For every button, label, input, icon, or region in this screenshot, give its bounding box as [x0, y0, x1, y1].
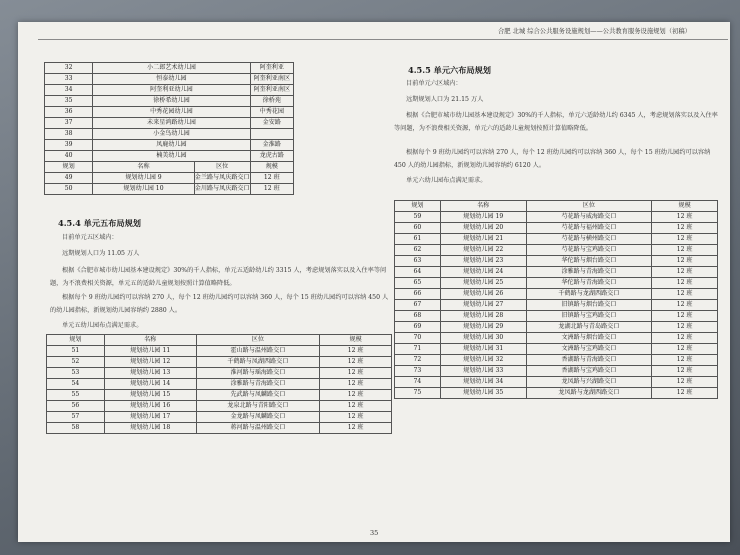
table-cell: 52 — [47, 357, 105, 368]
table-row — [45, 96, 294, 107]
section-454-p4: 根据每个 9 班幼儿园约可以容纳 270 人，每个 12 班幼儿园约可以容纳 360 人，每个 15 班幼儿园约可以容纳 450 人的幼儿园指标，新规划幼儿园容纳约 2880 人。 — [50, 294, 389, 314]
section-455-p1: 目前单元六区域内： — [406, 80, 462, 87]
table-cell: 芍花路与威海路交口 — [526, 212, 652, 223]
table-cell: 75 — [395, 388, 441, 399]
table-cell: 12 班 — [652, 377, 718, 388]
section-455-p4: 根据每个 9 班幼儿园约可以容纳 270 人，每个 12 班幼儿园约可以容纳 360 人，每个 15 班幼儿园约可以容纳 450 人的幼儿园指标，新规划幼儿园容纳约 6120 人。 — [394, 149, 711, 169]
header-cell: 规模 — [250, 162, 293, 173]
section-455-p5: 单元六幼儿园布点满足需求。 — [406, 177, 487, 184]
table-cell: 12 班 — [320, 412, 392, 423]
cell-number: 35 — [45, 96, 93, 107]
table-cell: 12 班 — [652, 245, 718, 256]
table-row — [395, 278, 718, 289]
table-cell: 芍花路与福州路交口 — [526, 223, 652, 234]
table-cell: 规划幼儿园 25 — [440, 278, 526, 289]
table-unit6 — [394, 200, 718, 399]
table-cell: 规划幼儿园 35 — [440, 388, 526, 399]
header-cell: 区位 — [196, 335, 320, 346]
table-cell: 63 — [395, 256, 441, 267]
table-cell: 龙凤路与兴湖路交口 — [526, 377, 652, 388]
table-cell: 12 班 — [320, 379, 392, 390]
cell-number: 39 — [45, 140, 93, 151]
table-cell: 59 — [395, 212, 441, 223]
table-cell: 56 — [47, 401, 105, 412]
table-cell: 71 — [395, 344, 441, 355]
table-cell: 12 班 — [652, 212, 718, 223]
table-cell: 12 班 — [250, 184, 293, 195]
table-cell: 12 班 — [652, 300, 718, 311]
table-cell: 规划幼儿园 20 — [440, 223, 526, 234]
table-row — [395, 322, 718, 333]
table-cell: 65 — [395, 278, 441, 289]
table-cell: 12 班 — [652, 333, 718, 344]
cell-number: 37 — [45, 118, 93, 129]
cell-location: 徐桥苑 — [250, 96, 293, 107]
table-row — [45, 63, 294, 74]
table-row — [395, 267, 718, 278]
table-row — [45, 118, 294, 129]
table-cell: 华佗路与青海路交口 — [526, 278, 652, 289]
table-cell: 66 — [395, 289, 441, 300]
table-cell: 61 — [395, 234, 441, 245]
table-cell: 文洲路与宝鸡路交口 — [526, 344, 652, 355]
cell-number: 34 — [45, 85, 93, 96]
table-cell: 龙凤路与龙湖西路交口 — [526, 388, 652, 399]
table-row — [45, 140, 294, 151]
header-cell: 名称 — [440, 201, 526, 212]
table-cell: 12 班 — [320, 401, 392, 412]
table-cell: 规划幼儿园 23 — [440, 256, 526, 267]
cell-name: 小金鸟幼儿园 — [93, 129, 250, 140]
header-cell: 规划 — [395, 201, 441, 212]
table-cell: 69 — [395, 322, 441, 333]
page-number: 35 — [370, 529, 379, 537]
table-row — [45, 151, 294, 162]
section-454-title: 4.5.4 单元五布局规划 — [58, 218, 141, 228]
table-cell: 涂雅路与青海路交口 — [196, 379, 320, 390]
table-cell: 67 — [395, 300, 441, 311]
table-row — [395, 377, 718, 388]
table-cell: 规划幼儿园 34 — [440, 377, 526, 388]
table-cell: 74 — [395, 377, 441, 388]
header-rule — [38, 39, 728, 40]
table-cell: 54 — [47, 379, 105, 390]
header-cell: 规模 — [320, 335, 392, 346]
table-row — [395, 366, 718, 377]
cell-location — [250, 129, 293, 140]
table-cell: 芍花路与宝鸡路交口 — [526, 245, 652, 256]
table-cell: 金川路与凤庆路交口 — [194, 184, 250, 195]
table-cell: 12 班 — [320, 346, 392, 357]
cell-name: 恒泰幼儿园 — [93, 74, 250, 85]
table-cell: 12 班 — [320, 423, 392, 434]
section-455-p2: 远期规划人口为 21.15 万人 — [406, 96, 484, 103]
table-cell: 12 班 — [320, 357, 392, 368]
table-cell: 12 班 — [652, 311, 718, 322]
table-subheader — [45, 162, 294, 173]
table-cell: 12 班 — [652, 223, 718, 234]
table-cell: 龙泉北路与青阳路交口 — [196, 401, 320, 412]
table-row — [45, 107, 294, 118]
table-row — [395, 212, 718, 223]
table-cell: 涂雅路与青海路交口 — [526, 267, 652, 278]
table-cell: 12 班 — [652, 388, 718, 399]
table-row — [47, 346, 392, 357]
table-cell: 72 — [395, 355, 441, 366]
table-unit5 — [46, 334, 392, 434]
table-cell: 64 — [395, 267, 441, 278]
table-row — [47, 401, 392, 412]
table-cell: 73 — [395, 366, 441, 377]
header-cell: 规划 — [45, 162, 93, 173]
table-cell: 千鹤路与凤湖西路交口 — [196, 357, 320, 368]
table-row — [395, 300, 718, 311]
section-454-p2: 远期规划人口为 11.05 万人 — [62, 250, 140, 257]
table-cell: 规划幼儿园 32 — [440, 355, 526, 366]
section-454-p1: 目前单元五区域内： — [62, 234, 118, 241]
cell-name: 楠美幼儿园 — [93, 151, 250, 162]
table-cell: 规划幼儿园 30 — [440, 333, 526, 344]
table-cell: 51 — [47, 346, 105, 357]
table-cell: 规划幼儿园 16 — [104, 401, 196, 412]
table-cell: 62 — [395, 245, 441, 256]
cell-location: 金淮路 — [250, 140, 293, 151]
table-row — [395, 289, 718, 300]
table-cell: 文洲路与烟台路交口 — [526, 333, 652, 344]
table-cell: 12 班 — [320, 390, 392, 401]
table-cell: 规划幼儿园 17 — [104, 412, 196, 423]
header-cell: 区位 — [526, 201, 652, 212]
table-cell: 规划幼儿园 13 — [104, 368, 196, 379]
table-cell: 55 — [47, 390, 105, 401]
table-cell: 12 班 — [652, 267, 718, 278]
table-cell: 60 — [395, 223, 441, 234]
cell-location: 金安路 — [250, 118, 293, 129]
cell-location: 中秀花园 — [250, 107, 293, 118]
section-454-p5: 单元五幼儿园布点满足需求。 — [62, 322, 143, 329]
cell-name: 中秀花园幼儿园 — [93, 107, 250, 118]
table-row — [47, 412, 392, 423]
table-cell: 规划幼儿园 26 — [440, 289, 526, 300]
table-cell: 12 班 — [652, 366, 718, 377]
table-cell: 千鹤路与龙湖西路交口 — [526, 289, 652, 300]
cell-name: 徐桥希幼儿园 — [93, 96, 250, 107]
document-page — [18, 22, 730, 542]
table-top — [44, 62, 294, 195]
table-row — [47, 368, 392, 379]
table-row — [45, 173, 294, 184]
cell-location: 阿奎利亚南区 — [250, 85, 293, 96]
table-cell: 规划幼儿园 33 — [440, 366, 526, 377]
table-cell: 规划幼儿园 18 — [104, 423, 196, 434]
table-cell: 规划幼儿园 24 — [440, 267, 526, 278]
table-cell: 规划幼儿园 28 — [440, 311, 526, 322]
cell-number: 36 — [45, 107, 93, 118]
table-cell: 龙湖北路与青岛路交口 — [526, 322, 652, 333]
table-cell: 规划幼儿园 19 — [440, 212, 526, 223]
table-cell: 12 班 — [652, 289, 718, 300]
table-row — [395, 245, 718, 256]
cell-number: 32 — [45, 63, 93, 74]
section-455-title: 4.5.5 单元六布局规划 — [408, 65, 491, 75]
table-cell: 淮河路与瑶海路交口 — [196, 368, 320, 379]
table-cell: 旧镇路与宝鸡路交口 — [526, 311, 652, 322]
table-cell: 霍山路与温州路交口 — [196, 346, 320, 357]
table-cell: 49 — [45, 173, 93, 184]
table-cell: 规划幼儿园 29 — [440, 322, 526, 333]
table-row — [395, 344, 718, 355]
table-row — [395, 333, 718, 344]
cell-number: 38 — [45, 129, 93, 140]
header-cell: 规划 — [47, 335, 105, 346]
table-cell: 12 班 — [320, 368, 392, 379]
header-cell: 区位 — [194, 162, 250, 173]
table-row — [395, 223, 718, 234]
table-cell: 12 班 — [652, 322, 718, 333]
table-row — [395, 388, 718, 399]
table-row — [45, 85, 294, 96]
header-cell: 规模 — [652, 201, 718, 212]
table-cell: 规划幼儿园 27 — [440, 300, 526, 311]
table-row — [395, 355, 718, 366]
cell-location: 阿奎利亚 — [250, 63, 293, 74]
table-cell: 12 班 — [652, 256, 718, 267]
table-cell: 规划幼儿园 31 — [440, 344, 526, 355]
table-cell: 规划幼儿园 22 — [440, 245, 526, 256]
table-cell: 金兰路与凤庆路交口 — [194, 173, 250, 184]
table-cell: 金龙路与凤麟路交口 — [196, 412, 320, 423]
cell-name: 阿奎利亚幼儿园 — [93, 85, 250, 96]
table-cell: 57 — [47, 412, 105, 423]
table-cell: 规划幼儿园 12 — [104, 357, 196, 368]
table-cell: 规划幼儿园 21 — [440, 234, 526, 245]
table-cell: 12 班 — [652, 344, 718, 355]
table-cell: 12 班 — [652, 234, 718, 245]
table-cell: 53 — [47, 368, 105, 379]
table-cell: 12 班 — [250, 173, 293, 184]
table-row — [395, 256, 718, 267]
table-cell: 旧镇路与烟台路交口 — [526, 300, 652, 311]
table-row — [47, 390, 392, 401]
table-cell: 蒋河路与温州路交口 — [196, 423, 320, 434]
table-cell: 香湖路与青海路交口 — [526, 355, 652, 366]
table-cell: 70 — [395, 333, 441, 344]
cell-location: 龙虎古路 — [250, 151, 293, 162]
table-cell: 规划幼儿园 15 — [104, 390, 196, 401]
table-row — [45, 184, 294, 195]
running-header: 合肥 北城 综合公共服务设施规划——公共教育服务设施规划（初稿） — [498, 28, 691, 35]
section-454-p3: 根据《合肥市城市幼儿园基本建设规定》30%的千人指标，单元五适龄幼儿约 3315 人，考虑规划落实以及入住率等问题，为不浪费相关资源，单元五的适龄儿童规划按照计算值略降低。 — [50, 267, 387, 287]
table-row — [395, 311, 718, 322]
header-cell: 名称 — [93, 162, 195, 173]
section-455-p3: 根据《合肥市城市幼儿园基本建设规定》30%的千人指标，单元六适龄幼儿约 6345 人，考虑规划落实以及入住率等问题，为不浪费相关资源，单元六的适龄儿童规划按照计算值略降低。 — [394, 112, 718, 132]
table-cell: 58 — [47, 423, 105, 434]
cell-number: 33 — [45, 74, 93, 85]
table-cell: 68 — [395, 311, 441, 322]
table-cell: 先武路与凤麟路交口 — [196, 390, 320, 401]
table-row — [45, 129, 294, 140]
cell-name: 未来星鸿路幼儿园 — [93, 118, 250, 129]
cell-number: 40 — [45, 151, 93, 162]
table-cell: 香湖路与宝鸡路交口 — [526, 366, 652, 377]
table-cell: 规划幼儿园 14 — [104, 379, 196, 390]
table-row — [47, 423, 392, 434]
table-cell: 规划幼儿园 10 — [93, 184, 195, 195]
table-cell: 50 — [45, 184, 93, 195]
table-row — [45, 74, 294, 85]
cell-name: 凤鹿幼儿园 — [93, 140, 250, 151]
table-row — [47, 357, 392, 368]
cell-location: 阿奎利亚南区 — [250, 74, 293, 85]
table-row — [47, 379, 392, 390]
header-cell: 名称 — [104, 335, 196, 346]
table-cell: 华佗路与烟台路交口 — [526, 256, 652, 267]
table-cell: 芍花路与横州路交口 — [526, 234, 652, 245]
table-cell: 规划幼儿园 9 — [93, 173, 195, 184]
table-cell: 12 班 — [652, 355, 718, 366]
table-cell: 12 班 — [652, 278, 718, 289]
table-row — [395, 234, 718, 245]
table-cell: 规划幼儿园 11 — [104, 346, 196, 357]
cell-name: 小二郎艺术幼儿园 — [93, 63, 250, 74]
